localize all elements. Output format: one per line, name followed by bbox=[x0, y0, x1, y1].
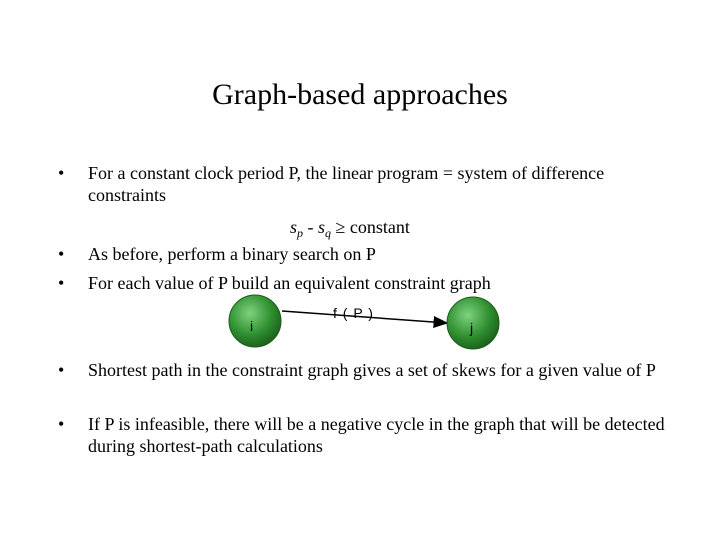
slide-title: Graph-based approaches bbox=[212, 78, 508, 111]
formula-sub-p: p bbox=[297, 226, 304, 240]
bullet-text: If P is infeasible, there will be a negative cycle in the graph that will be detected during shortest-path calculations bbox=[88, 414, 665, 456]
bullet-text: Shortest path in the constraint graph gives a set of skews for a given value of P bbox=[88, 360, 656, 380]
formula-minus: - bbox=[303, 217, 319, 237]
bullet-dot: • bbox=[58, 360, 65, 380]
bullet-text: For each value of P build an equivalent constraint graph bbox=[88, 273, 491, 293]
bullet-dot: • bbox=[58, 273, 65, 293]
bullet-dot: • bbox=[58, 163, 65, 183]
graph-node-i bbox=[229, 295, 281, 347]
bullet-item bbox=[58, 413, 678, 457]
formula-var-s: s bbox=[318, 217, 326, 237]
bullet-dot: • bbox=[58, 244, 65, 264]
graph-edge-label: f ( P ) bbox=[333, 305, 374, 321]
formula-geq: ≥ bbox=[331, 217, 350, 237]
bullet-text: For a constant clock period P, the linear program = system of difference constraints bbox=[88, 163, 605, 205]
bullet-text: As before, perform a binary search on P bbox=[88, 244, 376, 264]
bullet-item bbox=[58, 359, 678, 403]
graph-node-i-label: i bbox=[250, 318, 254, 334]
formula-sub-q: q bbox=[325, 226, 332, 240]
formula-rhs: constant bbox=[349, 217, 410, 237]
formula-var-s: s bbox=[290, 217, 298, 237]
bullet-dot: • bbox=[58, 414, 65, 434]
graph-node-j-label: j bbox=[470, 320, 474, 336]
